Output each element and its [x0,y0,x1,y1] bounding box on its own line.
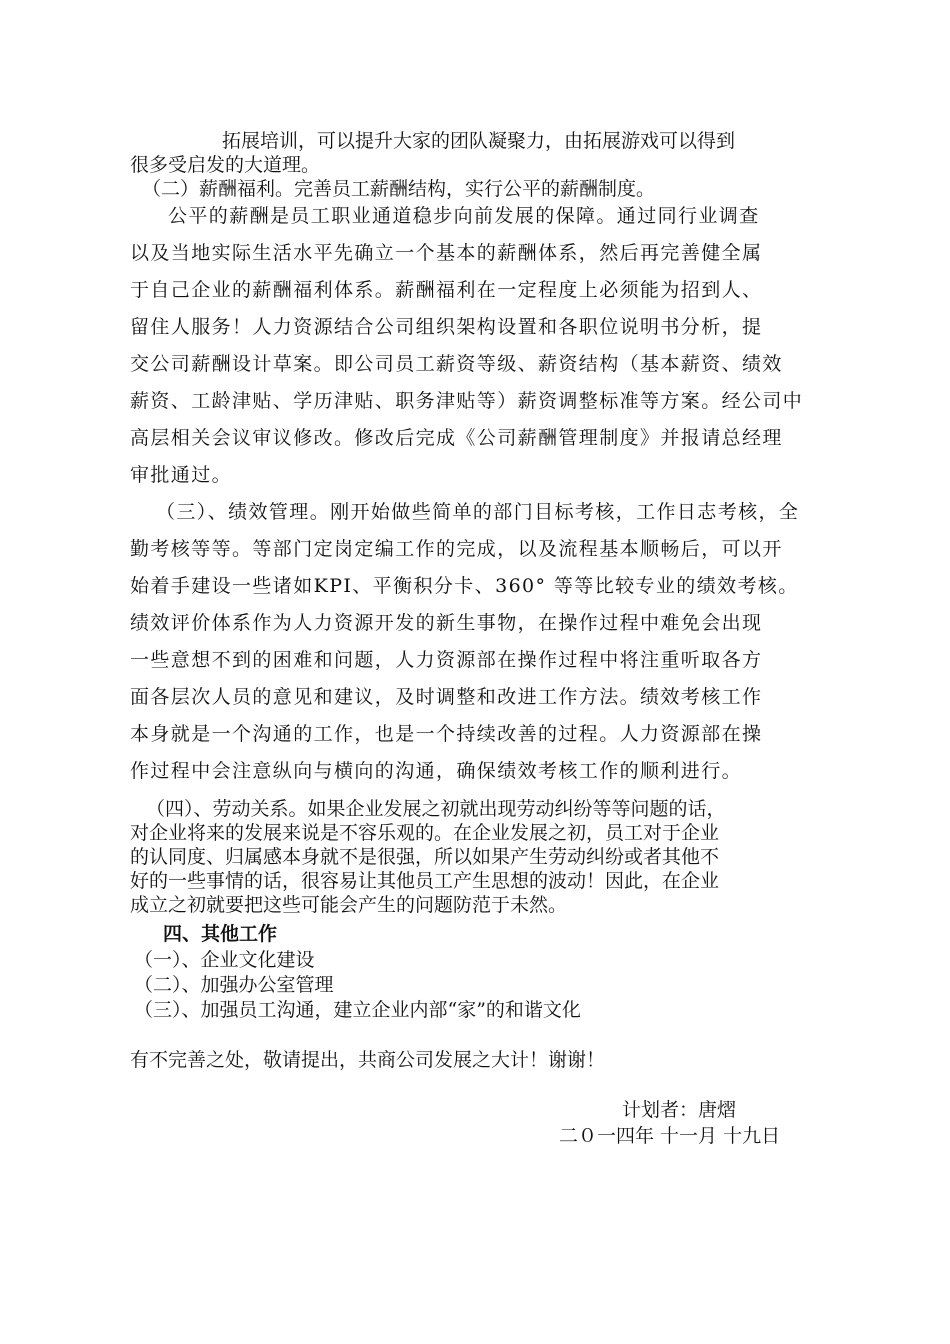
s2-line-6: 薪资、工龄津贴、学历津贴、职务津贴等）薪资调整标准等方案。经公司中 [130,390,804,412]
document-date: 二０一四年 十一月 十九日 [559,1125,781,1147]
s2-line-3: 于自己企业的薪酬福利体系。薪酬福利在一定程度上必须能为招到人、 [130,279,763,301]
s2-line-2: 以及当地实际生活水平先确立一个基本的薪酬体系，然后再完善健全属 [130,242,763,264]
s2-line-1: 公平的薪酬是员工职业通道稳步向前发展的保障。通过同行业调查 [168,205,760,227]
other-item-1: （一）、企业文化建设 [134,949,315,971]
s3-line-1: （三）、绩效管理。刚开始做些简单的部门目标考核，工作日志考核，全 [156,501,800,523]
intro-line-1: 拓展培训，可以提升大家的团队凝聚力，由拓展游戏可以得到 [222,130,736,152]
s2-line-8: 审批通过。 [130,464,233,486]
s3-line-7: 本身就是一个沟通的工作，也是一个持续改善的过程。人力资源部在操 [130,723,763,745]
s4-line-2: 对企业将来的发展来说是不容乐观的。在企业发展之初，员工对于企业 [130,822,720,844]
s3-line-4: 绩效评价体系作为人力资源开发的新生事物，在操作过程中难免会出现 [130,612,763,634]
section-2-heading: （二）薪酬福利。完善员工薪酬结构，实行公平的薪酬制度。 [142,178,656,200]
other-item-2: （二）、加强办公室管理 [134,974,334,996]
s4-line-3: 的认同度、归属感本身就不是很强，所以如果产生劳动纠纷或者其他不 [130,846,720,868]
signature: 计划者：唐熠 [622,1099,737,1121]
s3-line-2: 勤考核等等。等部门定岗定编工作的完成，以及流程基本顺畅后，可以开 [130,538,783,560]
s3-line-5: 一些意想不到的困难和问题，人力资源部在操作过程中将注重听取各方 [130,649,763,671]
s2-line-7: 高层相关会议审议修改。修改后完成《公司薪酬管理制度》并报请总经理 [130,427,783,449]
s3-line-6: 面各层次人员的意见和建议，及时调整和改进工作方法。绩效考核工作 [130,686,763,708]
s3-line-8: 作过程中会注意纵向与横向的沟通，确保绩效考核工作的顺利进行。 [130,760,743,782]
s4-line-5: 成立之初就要把这些可能会产生的问题防范于未然。 [130,894,568,916]
s4-line-4: 好的一些事情的话，很容易让其他员工产生思想的波动！因此，在企业 [130,870,720,892]
s2-line-5: 交公司薪酬设计草案。即公司员工薪资等级、薪资结构（基本薪资、绩效 [130,353,783,375]
s3-line-3: 始着手建设一些诸如KPI、平衡积分卡、360° 等等比较专业的绩效考核。 [130,575,799,597]
other-item-3: （三）、加强员工沟通，建立企业内部“家”的和谐文化 [134,999,581,1021]
other-work-heading: 四、其他工作 [163,923,278,945]
closing-remark: 有不完善之处，敬请提出，共商公司发展之大计！谢谢！ [130,1049,606,1071]
s2-line-4: 留住人服务！人力资源结合公司组织架构设置和各职位说明书分析，提 [130,316,763,338]
intro-line-2: 很多受启发的大道理。 [130,154,321,176]
s4-line-1: （四）、劳动关系。如果企业发展之初就出现劳动纠纷等等问题的话， [146,798,726,820]
